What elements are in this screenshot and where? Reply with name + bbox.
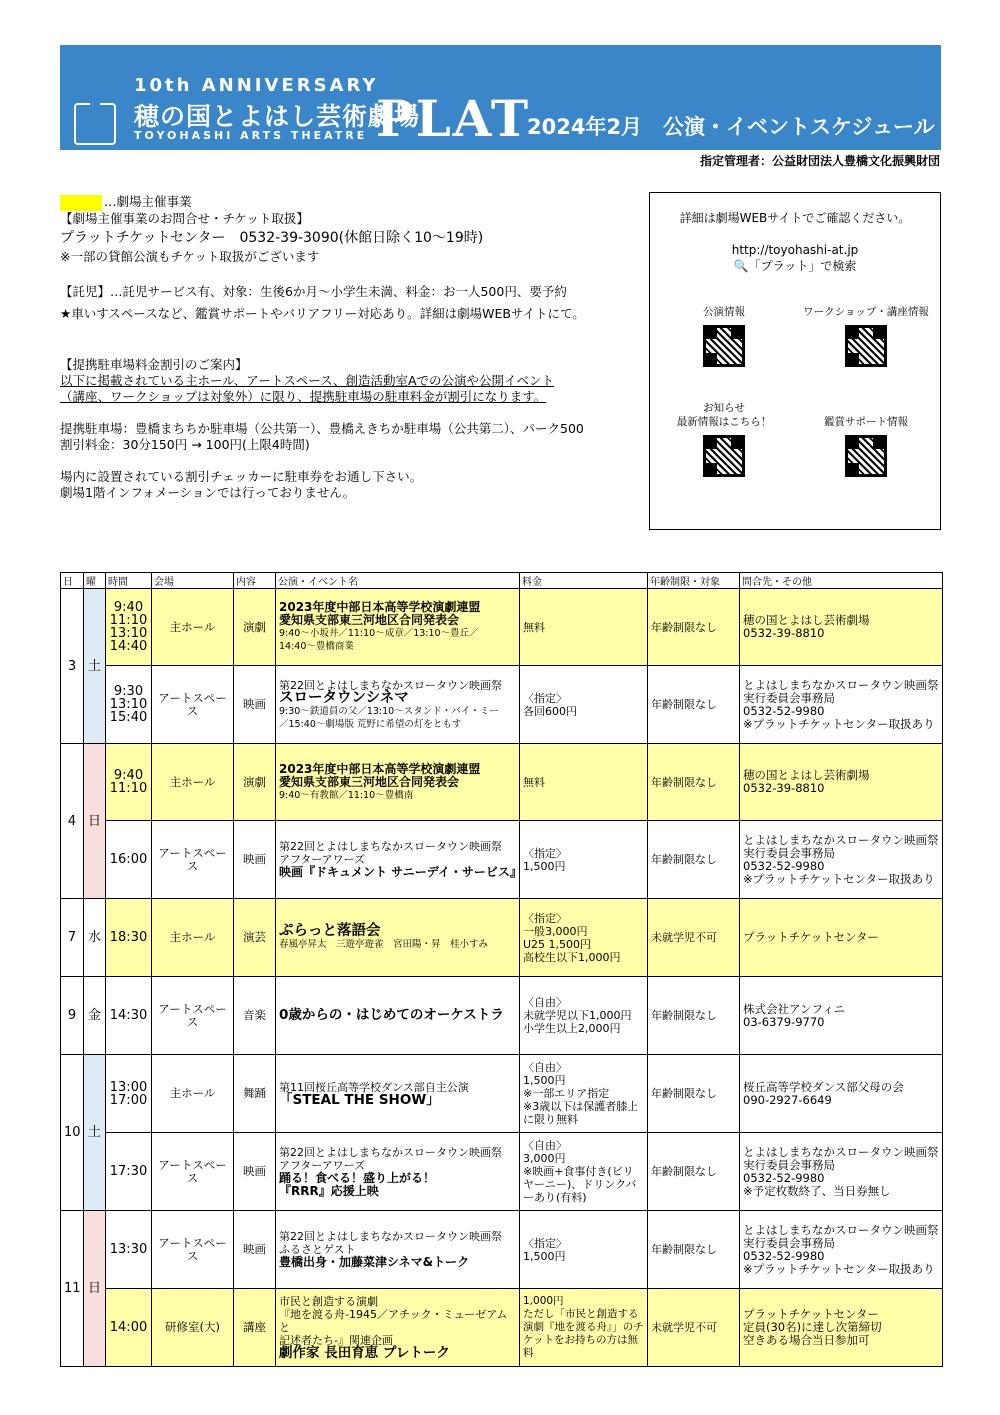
age-cell: 年齢制限なし <box>648 1055 740 1133</box>
accessibility-note: ★車いすスペースなど、鑑賞サポートやバリアフリー対応あり。詳細は劇場WEBサイトにて。 <box>60 305 585 321</box>
day-cell: 10 <box>61 1055 84 1211</box>
event-title: スロータウンシネマ <box>279 689 409 706</box>
event-detail: 9:30～鉄道員の父／13:10～スタンド・バイ・ミー ／15:40～劇場版 荒野に希望の灯をともす <box>279 705 499 730</box>
time-cell: 9:30 13:10 15:40 <box>106 666 152 744</box>
venue-cell: アートスペース <box>152 821 234 899</box>
qr-workshop[interactable] <box>796 305 936 367</box>
venue-cell: 主ホール <box>152 899 234 977</box>
event-cell <box>276 977 520 1055</box>
qr-code-icon[interactable] <box>703 325 745 367</box>
ticket-center: プラットチケットセンター 0532-39-3090(休館日除く10～19時) <box>60 229 484 246</box>
table-row <box>61 1289 943 1367</box>
day-cell: 11 <box>61 1211 84 1367</box>
inquiry-heading: 【劇場主催事業のお問合せ・チケット取扱】 <box>60 210 309 226</box>
contact-cell: プラットチケットセンター 定員(30名)に達し次第締切 空きある場合当日参加可 <box>740 1289 943 1367</box>
childcare-note: 【託児】…託児サービス有、対象：生後6か月～小学生未満、料金：お一人500円、要予約 <box>60 283 567 299</box>
venue-cell: アートスペース <box>152 666 234 744</box>
event-title: 2023年度中部日本高等学校演劇連盟 愛知県支部東三河地区合同発表会 <box>279 761 481 789</box>
event-cell <box>276 744 520 821</box>
age-cell: 年齢制限なし <box>648 589 740 666</box>
day-cell: 3 <box>61 589 84 744</box>
category-cell: 舞踊 <box>234 1055 276 1133</box>
event-cell <box>276 899 520 977</box>
host-legend-swatch <box>60 195 102 211</box>
legend-text: …劇場主催事業 <box>104 194 192 209</box>
parking-lots: 提携駐車場：豊橋まちちか駐車場（公共第一）、豊橋えきちか駐車場（公共第二）、パーク500 <box>60 420 584 436</box>
qr-label: お知らせ <box>703 402 745 414</box>
qr-label: 最新情報はこちら！ <box>676 416 772 428</box>
weekday-cell: 土 <box>84 1055 106 1211</box>
venue-cell: 主ホール <box>152 744 234 821</box>
weekday-cell: 水 <box>84 899 106 977</box>
col-header: 年齢制限・対象 <box>648 573 740 589</box>
time-cell: 18:30 <box>106 899 152 977</box>
time-cell: 9:40 11:10 <box>106 744 152 821</box>
anniversary-text: 10th ANNIVERSARY <box>134 75 379 96</box>
time-cell: 17:30 <box>106 1133 152 1211</box>
venue-cell: アートスペース <box>152 1133 234 1211</box>
table-row <box>61 744 943 821</box>
rental-note: ※一部の貸館公演もチケット取扱がございます <box>60 248 320 264</box>
checker-note: 場内に設置されている割引チェッカーに駐車券をお通し下さい。 <box>60 468 423 484</box>
contact-cell: プラットチケットセンター <box>740 899 943 977</box>
category-cell: 映画 <box>234 1133 276 1211</box>
contact-cell: とよはしまちなかスロータウン映画祭 実行委員会事務局 0532-52-9980 ※プラットチケットセンター取扱あり <box>740 821 943 899</box>
weekday-cell: 日 <box>84 744 106 899</box>
col-header: 会場 <box>152 573 234 589</box>
col-header: 料金 <box>520 573 648 589</box>
price-cell: 〈指定〉 一般3,000円 U25 1,500円 高校生以下1,000円 <box>520 899 648 977</box>
age-cell: 年齢制限なし <box>648 821 740 899</box>
event-cell <box>276 821 520 899</box>
event-title: 豊橋出身・加藤菜津シネマ&トーク <box>279 1255 470 1269</box>
venue-cell: 主ホール <box>152 1055 234 1133</box>
info-desk-note: 劇場1階インフォメーションでは行っておりません。 <box>60 484 356 500</box>
venue-cell: 主ホール <box>152 589 234 666</box>
qr-code-icon[interactable] <box>845 435 887 477</box>
parking-heading: 【提携駐車場料金割引のご案内】 <box>60 356 248 372</box>
event-series: 第22回とよはしまちなかスロータウン映画祭 アフターアワーズ <box>279 1145 502 1172</box>
event-cell <box>276 1289 520 1367</box>
contact-cell: 穂の国とよはし芸術劇場 0532-39-8810 <box>740 589 943 666</box>
time-cell: 9:40 11:10 13:10 14:40 <box>106 589 152 666</box>
age-cell: 年齢制限なし <box>648 1211 740 1289</box>
event-title: ぷらっと落語会 <box>279 922 381 939</box>
qr-performance[interactable] <box>664 305 784 367</box>
qr-label: 鑑賞サポート情報 <box>824 416 908 428</box>
time-cell: 13:00 17:00 <box>106 1055 152 1133</box>
qr-news[interactable] <box>664 401 784 477</box>
event-cell <box>276 1211 520 1289</box>
table-row <box>61 666 943 744</box>
notes-section <box>60 194 640 501</box>
day-cell: 7 <box>61 899 84 977</box>
time-cell: 16:00 <box>106 821 152 899</box>
event-series: 第22回とよはしまちなかスロータウン映画祭 ふるさとゲスト <box>279 1230 502 1256</box>
parking-line-1: 以下に掲載されている主ホール、アートスペース、創造活動室Aでの公演や公開イベント <box>60 372 555 388</box>
schedule-title: 2024年2月 公演・イベントスケジュール <box>527 115 935 139</box>
event-series: 市民と創造する演劇 『地を渡る舟-1945／アチック・ミューゼアムと 記述者たち-』関連企画 <box>279 1295 508 1347</box>
contact-cell: 穂の国とよはし芸術劇場 0532-39-8810 <box>740 744 943 821</box>
qr-label: 公演情報 <box>703 306 745 318</box>
parking-line-2: （講座、ワークショップは対象外）に限り、提携駐車場の駐車料金が割引になります。 <box>60 388 547 404</box>
time-cell: 14:00 <box>106 1289 152 1367</box>
age-cell: 年齢制限なし <box>648 977 740 1055</box>
price-cell: 〈自由〉 1,500円 ※一部エリア指定 ※3歳以下は保護者膝上に限り無料 <box>520 1055 648 1133</box>
event-title: 映画『ドキュメント サニーデイ・サービス』 <box>279 865 522 879</box>
price-cell: 1,000円 ただし「市民と創造する演劇『地を渡る舟』」のチケットをお持ちの方は無料 <box>520 1289 648 1367</box>
category-cell: 映画 <box>234 1211 276 1289</box>
category-cell: 映画 <box>234 666 276 744</box>
qr-label: ワークショップ・講座情報 <box>803 306 929 318</box>
col-header: 内容 <box>234 573 276 589</box>
theatre-logo-icon <box>74 103 116 145</box>
weekday-cell: 金 <box>84 977 106 1055</box>
event-cell <box>276 666 520 744</box>
event-title: 「STEAL THE SHOW」 <box>279 1091 440 1108</box>
price-cell: 〈指定〉 1,500円 <box>520 821 648 899</box>
event-series: 第22回とよはしまちなかスロータウン映画祭 <box>279 678 502 692</box>
col-header: 時間 <box>106 573 152 589</box>
table-row <box>61 821 943 899</box>
venue-cell: アートスペース <box>152 977 234 1055</box>
page-header <box>60 45 941 150</box>
info-title: 詳細は劇場WEBサイトでご確認ください。 <box>679 211 911 225</box>
table-row <box>61 977 943 1055</box>
event-title: 踊る！食べる！盛り上がる！ 『RRR』応援上映 <box>279 1170 436 1198</box>
age-cell: 年齢制限なし <box>648 666 740 744</box>
discount-text: 割引料金：30分150円 → 100円(上限4時間) <box>60 436 310 452</box>
website-info-box <box>649 192 941 530</box>
manager-text: 指定管理者：公益財団法人豊橋文化振興財団 <box>699 154 940 168</box>
venue-cell: アートスペース <box>152 1211 234 1289</box>
col-header: 曜 <box>84 573 106 589</box>
table-row <box>61 1055 943 1133</box>
qr-code-icon[interactable] <box>703 435 745 477</box>
table-row <box>61 589 943 666</box>
time-cell: 14:30 <box>106 977 152 1055</box>
age-cell: 未就学児不可 <box>648 899 740 977</box>
weekday-cell: 日 <box>84 1211 106 1367</box>
category-cell: 音楽 <box>234 977 276 1055</box>
plat-logo-text: PLAT <box>376 89 531 148</box>
category-cell: 演劇 <box>234 589 276 666</box>
event-title: 0歳からの・はじめてのオーケストラ <box>279 1007 504 1023</box>
price-cell: 無料 <box>520 744 648 821</box>
venue-cell: 研修室(大) <box>152 1289 234 1367</box>
event-series: 第11回桜丘高等学校ダンス部自主公演 <box>279 1080 469 1094</box>
day-cell: 9 <box>61 977 84 1055</box>
event-series: 第22回とよはしまちなかスロータウン映画祭 アフターアワーズ <box>279 840 502 866</box>
contact-cell: とよはしまちなかスロータウン映画祭 実行委員会事務局 0532-52-9980 ※プラットチケットセンター取扱あり <box>740 666 943 744</box>
contact-cell: 株式会社アンフィニ 03-6379-9770 <box>740 977 943 1055</box>
price-cell: 〈指定〉 1,500円 <box>520 1211 648 1289</box>
event-cell <box>276 1055 520 1133</box>
event-detail: 9:40～小坂井／11:10～成章／13:10～豊丘／ 14:40～豊橋商業 <box>279 628 479 652</box>
event-cell <box>276 1133 520 1211</box>
event-title: 劇作家 長田育恵 プレトーク <box>279 1345 450 1361</box>
table-row <box>61 899 943 977</box>
qr-code-icon[interactable] <box>845 325 887 367</box>
event-title: 2023年度中部日本高等学校演劇連盟 愛知県支部東三河地区合同発表会 <box>279 600 481 627</box>
schedule-table <box>60 572 943 1367</box>
price-cell: 無料 <box>520 589 648 666</box>
category-cell: 演劇 <box>234 744 276 821</box>
search-hint: 🔍「プラット」で検索 <box>733 259 857 273</box>
contact-cell: とよはしまちなかスロータウン映画祭 実行委員会事務局 0532-52-9980 ※予定枚数終了、当日券無し <box>740 1133 943 1211</box>
event-cell <box>276 589 520 666</box>
col-header: 問合先・その他 <box>740 573 943 589</box>
category-cell: 講座 <box>234 1289 276 1367</box>
category-cell: 映画 <box>234 821 276 899</box>
table-row <box>61 1133 943 1211</box>
table-header-row <box>61 573 943 589</box>
age-cell: 年齢制限なし <box>648 744 740 821</box>
category-cell: 演芸 <box>234 899 276 977</box>
col-header: 公演・イベント名 <box>276 573 520 589</box>
age-cell: 未就学児不可 <box>648 1289 740 1367</box>
theatre-name-en: TOYOHASHI ARTS THEATRE <box>134 129 368 142</box>
theatre-name: 穂の国とよはし芸術劇場 <box>134 102 421 131</box>
contact-cell: 桜丘高等学校ダンス部父母の会 090-2927-6649 <box>740 1055 943 1133</box>
price-cell: 〈指定〉 各回600円 <box>520 666 648 744</box>
event-detail: 9:40～有教館／11:10～豊橋南 <box>279 789 414 801</box>
table-row <box>61 1211 943 1289</box>
weekday-cell: 土 <box>84 589 106 744</box>
contact-cell: とよはしまちなかスロータウン映画祭 実行委員会事務局 0532-52-9980 ※プラットチケットセンター取扱あり <box>740 1211 943 1289</box>
website-url[interactable]: http://toyohashi-at.jp <box>731 243 859 257</box>
time-cell: 13:30 <box>106 1211 152 1289</box>
age-cell: 年齢制限なし <box>648 1133 740 1211</box>
price-cell: 〈自由〉 3,000円 ※映画+食事付き(ビリヤーニー)、ドリンクバーあり(有料) <box>520 1133 648 1211</box>
event-detail: 春風亭昇太 三遊亭遊雀 宮田陽・昇 桂小すみ <box>279 938 489 950</box>
price-cell: 〈自由〉 未就学児以下1,000円 小学生以上2,000円 <box>520 977 648 1055</box>
qr-support[interactable] <box>806 415 926 477</box>
day-cell: 4 <box>61 744 84 899</box>
col-header: 日 <box>61 573 84 589</box>
